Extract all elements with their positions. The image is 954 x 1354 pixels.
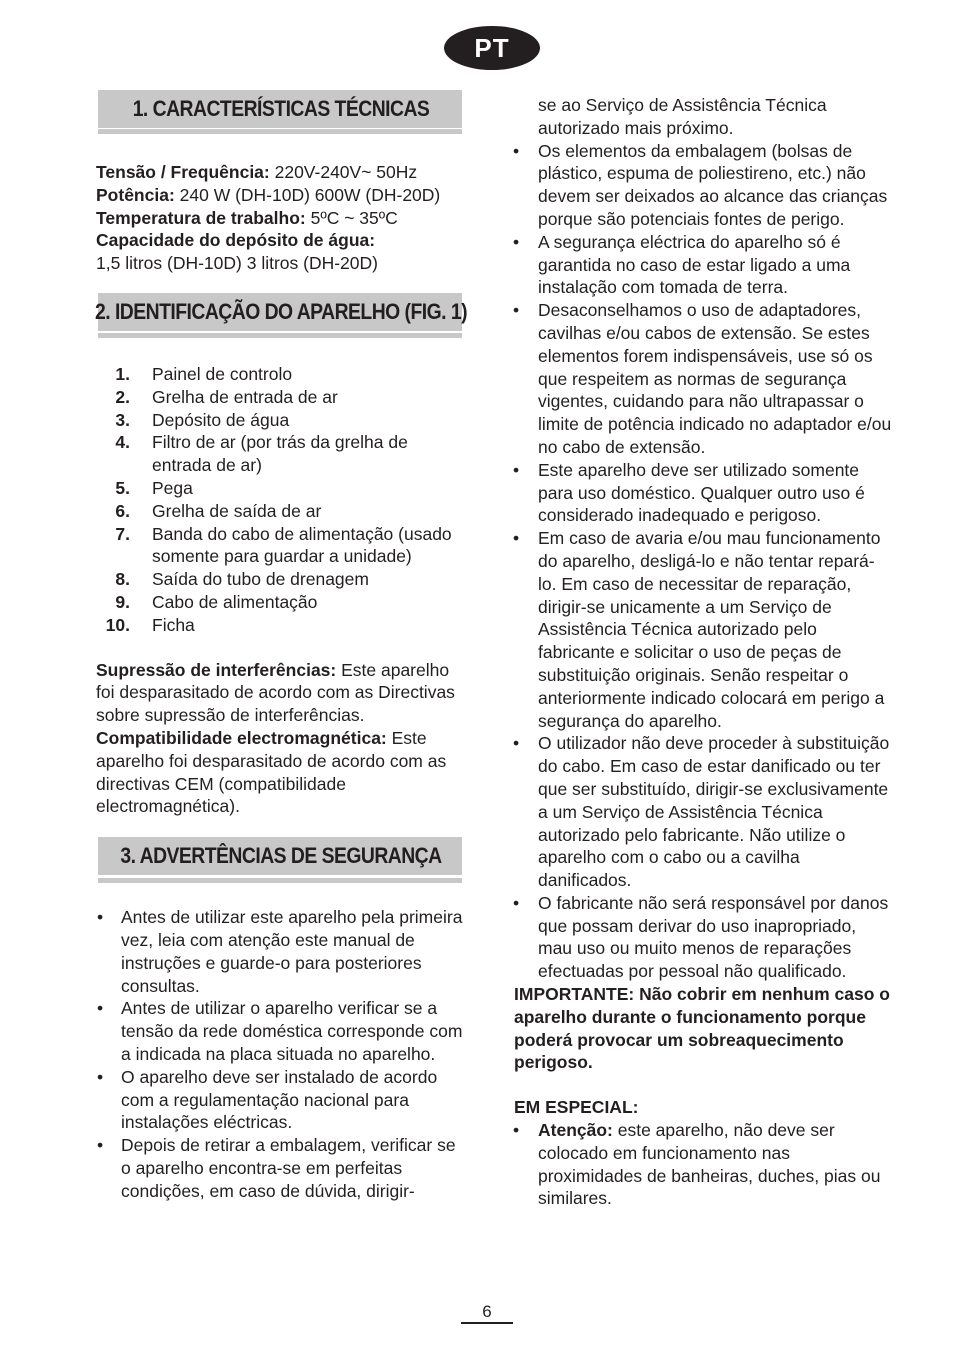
list-item xyxy=(96,409,466,432)
section-header-safety xyxy=(96,837,466,879)
warning-label: Atenção: xyxy=(538,1120,613,1141)
parts-list xyxy=(96,363,466,637)
item-number: 5. xyxy=(115,477,130,498)
list-item xyxy=(96,523,466,569)
paragraph-text: Este aparelho foi desparasitado de acordo com as directivas CEM (compatibilidade electromagnética). xyxy=(96,727,447,817)
item-number: 9. xyxy=(115,591,130,612)
list-item xyxy=(512,1119,892,1210)
section-header-technical xyxy=(96,90,466,132)
spec-label: Tensão / Frequência: xyxy=(96,162,270,182)
item-number: 2. xyxy=(115,386,130,407)
page-number: 6 xyxy=(482,1302,492,1321)
item-text: Ficha xyxy=(152,614,195,635)
left-column xyxy=(96,90,466,1202)
spec-label: Temperatura de trabalho: xyxy=(96,207,306,228)
item-text: Depósito de água xyxy=(152,409,290,430)
emc-paragraph xyxy=(96,727,466,818)
warning-text: este aparelho, não deve ser colocado em funcionamento nas proximidades de banheiras, duches, pias ou similares. xyxy=(538,1120,881,1209)
important-notice: IMPORTANTE: Não cobrir em nenhum caso o aparelho durante o funcionamento porque poderá provocar um sobreaquecimento perigoso. xyxy=(514,984,890,1073)
safety-list-right xyxy=(512,140,892,983)
right-column xyxy=(512,94,892,1210)
item-text: Pega xyxy=(152,477,193,498)
safety-list-left xyxy=(96,906,466,1202)
list-item xyxy=(96,431,466,477)
section-header-identification xyxy=(96,293,466,335)
header-rule xyxy=(98,129,462,134)
item-text: Grelha de entrada de ar xyxy=(152,386,338,407)
list-item: • Antes de utilizar o aparelho verificar se a tensão da rede doméstica corresponde com a indicada na placa situada no aparelho. xyxy=(96,997,466,1065)
special-list xyxy=(512,1119,892,1210)
item-number: 1. xyxy=(115,363,130,384)
list-item: • O utilizador não deve proceder à substituição do cabo. Em caso de estar danificado ou ter que ser substituído, dirigir-se exclusivamente a um Serviço de Assistência Técnica autorizado pelo fabricante. Não utilize o aparelho com o cabo ou a cavilha danificados. xyxy=(512,732,892,892)
spec-temperature xyxy=(96,207,466,230)
paragraph-label: Compatibilidade electromagnética: xyxy=(96,727,387,748)
list-item xyxy=(96,500,466,523)
list-item: • Os elementos da embalagem (bolsas de plástico, espuma de poliestireno, etc.) não devem ser deixados ao alcance das crianças porque são potenciais fontes de perigo. xyxy=(512,140,892,231)
list-item: • Este aparelho deve ser utilizado somente para uso doméstico. Qualquer outro uso é considerado inadequado e perigoso. xyxy=(512,459,892,527)
list-item: • O fabricante não será responsável por danos que possam derivar do uso inapropriado, mau uso ou muito menos de reparações efectuadas por pessoal não qualificado. xyxy=(512,892,892,983)
paragraph-text: Este aparelho foi desparasitado de acordo com as Directivas sobre supressão de interferências. xyxy=(96,659,455,726)
spec-capacity xyxy=(96,229,466,252)
header-rule xyxy=(98,333,462,338)
item-text: Saída do tubo de drenagem xyxy=(152,569,369,590)
item-text: Grelha de saída de ar xyxy=(152,500,322,521)
special-heading: EM ESPECIAL: xyxy=(514,1097,639,1118)
spec-value: 240 W (DH-10D) 600W (DH-20D) xyxy=(174,184,441,205)
list-item: • O aparelho deve ser instalado de acordo com a regulamentação nacional para instalações eléctricas. xyxy=(96,1066,466,1134)
list-item xyxy=(96,386,466,409)
item-number: 3. xyxy=(115,409,130,430)
list-item xyxy=(96,614,466,637)
spec-label: Capacidade do depósito de água: xyxy=(96,230,376,251)
list-item xyxy=(96,591,466,614)
spec-voltage xyxy=(96,161,466,184)
spec-value: 220V-240V~ 50Hz xyxy=(269,162,418,182)
spec-value: 5ºC ~ 35ºC xyxy=(305,207,398,228)
item-text: Filtro de ar (por trás da grelha de entrada de ar) xyxy=(152,432,408,476)
list-item: • Antes de utilizar este aparelho pela primeira vez, leia com atenção este manual de instruções e guarde-o para posteriores consultas. xyxy=(96,906,466,997)
item-text: Painel de controlo xyxy=(152,363,293,384)
page-number-rule xyxy=(461,1322,513,1324)
item-number: 7. xyxy=(115,523,130,544)
item-number: 4. xyxy=(115,432,130,453)
item-text: Banda do cabo de alimentação (usado somente para guardar a unidade) xyxy=(152,523,452,567)
section-title: 2. IDENTIFICAÇÃO DO APARELHO (FIG. 1) xyxy=(95,298,467,324)
list-item: • Depois de retirar a embalagem, verificar se o aparelho encontra-se em perfeitas condições, em caso de dúvida, dirigir- xyxy=(96,1134,466,1202)
item-number: 10. xyxy=(105,614,130,635)
section-title: 1. CARACTERÍSTICAS TÉCNICAS xyxy=(132,96,430,121)
header-rule xyxy=(98,878,462,883)
technical-specs xyxy=(96,161,466,275)
item-number: 6. xyxy=(115,500,130,521)
list-item xyxy=(96,477,466,500)
list-item: • Em caso de avaria e/ou mau funcionamento do aparelho, desligá-lo e não tentar repará-lo. Em caso de necessitar de reparação, dirigir-se unicamente a um Serviço de Assistência Técnica autorizado pelo fabricante e solicitar o uso de peças de substituição originais. Senão respeitar o anteriormente indicado colocará em perigo a segurança do aparelho. xyxy=(512,527,892,732)
continuation-text: se ao Serviço de Assistência Técnica autorizado mais próximo. xyxy=(538,95,827,138)
item-text: Cabo de alimentação xyxy=(152,591,318,612)
list-item: • A segurança eléctrica do aparelho só é garantida no caso de estar ligado a uma instalação com tomada de terra. xyxy=(512,231,892,299)
item-number: 8. xyxy=(115,569,130,590)
list-item xyxy=(96,568,466,591)
language-badge: PT xyxy=(444,26,540,70)
section-title: 3. ADVERTÊNCIAS DE SEGURANÇA xyxy=(120,843,442,869)
list-item xyxy=(96,363,466,386)
list-item: • Desaconselhamos o uso de adaptadores, cavilhas e/ou cabos de extensão. Se estes elementos forem indispensáveis, use só os que respeitem as normas de segurança vigentes, cuidando para não ultrapassar o limite de potência indicado no adaptador e/ou no cabo de extensão. xyxy=(512,299,892,459)
interference-paragraph xyxy=(96,659,466,727)
spec-power xyxy=(96,184,466,207)
paragraph-label: Supressão de interferências: xyxy=(96,659,337,680)
spec-capacity-value: 1,5 litros (DH-10D) 3 litros (DH-20D) xyxy=(96,253,378,274)
spec-label: Potência: xyxy=(96,184,175,205)
